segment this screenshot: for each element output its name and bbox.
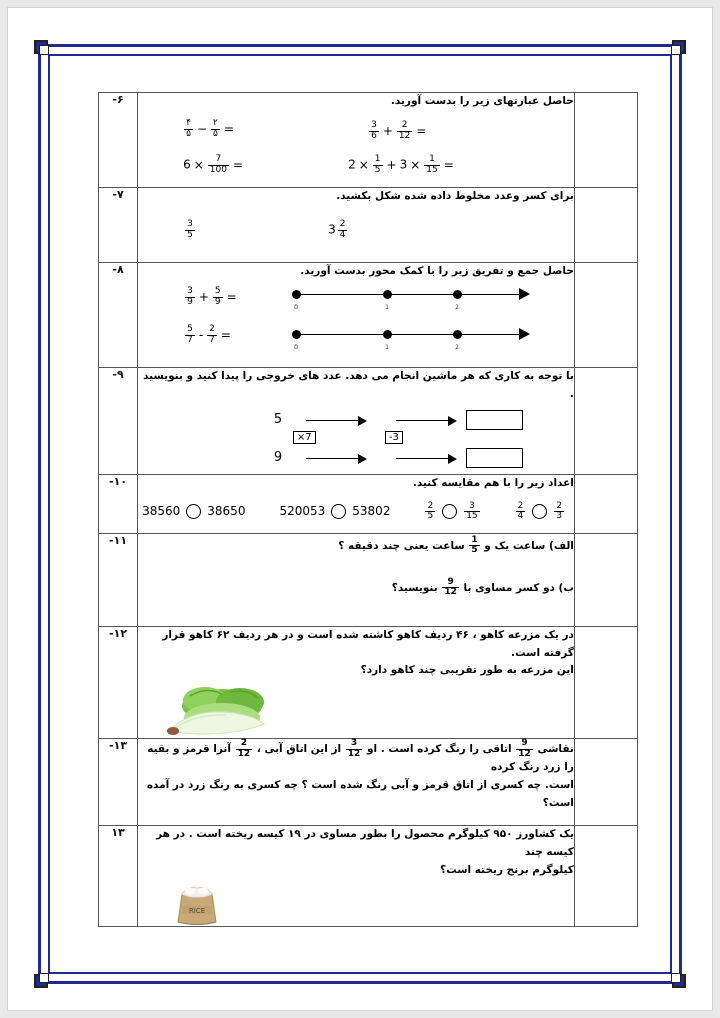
number-line-tick-label: 1	[385, 343, 389, 351]
table-row	[99, 533, 638, 626]
question-number-8: ۸-	[99, 263, 138, 368]
question-number-14: ۱۳	[99, 826, 138, 927]
question-body-14	[138, 826, 575, 927]
line1-mid: اتاقی را رنگ کرده است . او	[366, 743, 512, 756]
comparison-right-value: 38650	[207, 504, 246, 519]
number-line-tick-label: 2	[455, 303, 459, 311]
line1-post: آنرا قرمز و بقیه را زرد رنگ کرده	[147, 743, 574, 774]
machine-output-box-1[interactable]	[466, 410, 523, 430]
number-line-tick-label: 0	[294, 343, 298, 351]
question-body-13	[138, 739, 575, 826]
left-margin-cell	[574, 739, 637, 826]
table-row	[99, 368, 638, 475]
comparison-pair-1[interactable]	[142, 504, 245, 519]
line1-fraction-1: $\frac{9}{12}$	[518, 738, 531, 759]
question-prompt: برای کسر وعدد مخلوط داده شده شکل بکشید.	[336, 190, 574, 202]
machine-output-box-2[interactable]	[466, 448, 523, 468]
question-prompt: حاصل جمع و تفریق زیر را با کمک محور بدست آورید.	[300, 265, 574, 277]
question-prompt: با توجه به کاری که هر ماشین انجام می دهد. عدد های خروجی را پیدا کنید و بنویسید .	[143, 370, 574, 400]
expression-q8-2: $\frac{5}{7}$ - $\frac{2}{7}$ =	[187, 324, 231, 345]
comparison-pair-3[interactable]	[424, 502, 480, 522]
left-margin-cell	[574, 188, 637, 263]
table-row	[99, 626, 638, 739]
question-body-9	[138, 368, 575, 475]
number-line-arrow-icon	[519, 288, 530, 300]
number-line-point-0	[292, 290, 301, 299]
machine-input-2: 9	[273, 449, 283, 465]
svg-text:RICE: RICE	[188, 906, 206, 915]
question-body-8	[138, 263, 575, 368]
comparison-pair-2[interactable]	[279, 504, 390, 519]
machine-arrow-2a	[306, 454, 368, 464]
number-line-point-2	[453, 290, 462, 299]
machine-input-1: 5	[273, 411, 283, 427]
corner-ornament-bottom-right	[672, 974, 686, 988]
number-line-2[interactable]	[288, 325, 546, 355]
number-line-point-0	[292, 330, 301, 339]
expression-q6-3: 2 × $\frac{1}{5}$ + 3 × $\frac{1}{15}$ =	[348, 154, 454, 175]
comparison-right-fraction: $\frac{3}{15}$	[466, 500, 478, 521]
table-row	[99, 93, 638, 188]
question-number-9: ۹-	[99, 368, 138, 475]
left-margin-cell	[574, 533, 637, 626]
number-line-point-1	[383, 290, 392, 299]
question-prompt: حاصل عبارتهای زیر را بدست آورید.	[390, 95, 574, 107]
question-body-11	[138, 533, 575, 626]
number-line-axis	[292, 294, 524, 296]
rice-sack-image	[166, 880, 228, 928]
machine-operation-subtract: -3	[385, 431, 403, 444]
number-line-point-2	[453, 330, 462, 339]
number-line-1[interactable]	[288, 285, 546, 315]
function-machine-diagram[interactable]	[274, 408, 574, 474]
comparison-pair-4[interactable]	[515, 502, 565, 522]
left-margin-cell	[574, 368, 637, 475]
question-part-a	[138, 534, 574, 556]
corner-ornament-top-right	[672, 40, 686, 54]
part-b-text-post: بنویسید؟	[391, 581, 438, 594]
comparison-circle[interactable]	[331, 504, 346, 519]
number-line-arrow-icon	[519, 328, 530, 340]
fraction-q7: $\frac{3}{5}$	[187, 219, 193, 240]
line1-mid2: از این اتاق آبی ،	[256, 743, 342, 756]
expression-q6-2: $\frac{۴}{۵}$ − $\frac{۲}{۵}$ =	[186, 118, 234, 139]
left-margin-cell	[574, 93, 637, 188]
question-number-6: ۶-	[99, 93, 138, 188]
left-margin-cell	[574, 474, 637, 533]
question-number-7: ۷-	[99, 188, 138, 263]
part-a-text-post: ساعت یعنی چند دقیقه ؟	[338, 539, 465, 552]
part-b-text-pre: ب) دو کسر مساوی با	[463, 581, 574, 594]
question-body-12	[138, 626, 575, 739]
comparison-right-fraction: $\frac{2}{3}$	[556, 500, 563, 521]
question-number-13: ۱۳-	[99, 739, 138, 826]
question-prompt: اعداد زیر را با هم مقایسه کنید.	[412, 476, 574, 489]
line1-fraction-2: $\frac{3}{12}$	[347, 738, 361, 759]
corner-ornament-top-left	[34, 40, 48, 54]
question-body-6	[138, 93, 575, 188]
number-line-tick-label: 0	[294, 303, 298, 311]
question-line-1	[138, 739, 574, 777]
question-number-12: ۱۲-	[99, 626, 138, 739]
corner-ornament-bottom-left	[34, 974, 48, 988]
number-line-tick-label: 1	[385, 303, 389, 311]
comparison-row[interactable]	[138, 493, 574, 522]
line1-fraction-3: $\frac{2}{12}$	[237, 738, 251, 759]
question-workspace[interactable]	[138, 111, 574, 177]
machine-operation-multiply: ×7	[293, 431, 316, 444]
left-margin-cell	[574, 826, 637, 927]
number-line-point-1	[383, 330, 392, 339]
comparison-circle[interactable]	[532, 504, 547, 519]
comparison-right-value: 53802	[352, 504, 391, 519]
part-a-text-pre: الف) ساعت یک و	[484, 539, 574, 552]
machine-arrow-1a	[306, 416, 368, 426]
comparison-left-value: 38560	[142, 504, 181, 519]
table-row	[99, 739, 638, 826]
question-line-2: کیلوگرم برنج ریخته است؟	[440, 863, 574, 876]
expression-q8-1: $\frac{3}{9}$ + $\frac{5}{9}$ =	[187, 286, 237, 307]
question-line-2: است. چه کسری از اتاق قرمز و آبی رنگ شده است ؟ چه کسری به رنگ زرد در آمده است؟	[146, 778, 574, 809]
expression-q6-1: $\frac{3}{6}$ + $\frac{2}{12}$ =	[371, 120, 427, 141]
machine-arrow-2b	[396, 454, 458, 464]
part-b-fraction: $\frac{9}{12}$	[444, 576, 457, 597]
expression-q6-4: 6 × $\frac{7}{100}$ =	[183, 154, 244, 175]
number-line-tick-label: 2	[455, 343, 459, 351]
question-body-7	[138, 188, 575, 263]
comparison-circle[interactable]	[186, 504, 201, 519]
table-row	[99, 826, 638, 927]
line1-pre: نقاشی	[537, 743, 574, 756]
table-row	[99, 188, 638, 263]
question-number-10: ۱۰-	[99, 474, 138, 533]
question-number-11: ۱۱-	[99, 533, 138, 626]
questions-table	[98, 92, 638, 927]
question-body-10	[138, 474, 575, 533]
question-line-2: این مزرعه به طور تقریبی چند کاهو دارد؟	[360, 664, 574, 677]
part-a-fraction: $\frac{1}{5}$	[471, 534, 478, 556]
table-row	[99, 263, 638, 368]
machine-arrow-1b	[396, 416, 458, 426]
question-workspace[interactable]	[138, 281, 574, 359]
comparison-circle[interactable]	[442, 504, 457, 519]
left-margin-cell	[574, 263, 637, 368]
mixed-number-q7: 3 $\frac{2}{4}$	[328, 219, 346, 240]
question-part-b	[138, 556, 574, 598]
comparison-left-fraction: $\frac{2}{5}$	[427, 500, 434, 521]
question-workspace[interactable]	[138, 206, 574, 252]
left-margin-cell	[574, 626, 637, 739]
question-line-1: یک کشاورز ۹۵۰ کیلوگرم محصول را بطور مساوی در ۱۹ کیسه ریخته است . در هر کیسه چند	[156, 828, 574, 859]
worksheet-page	[8, 8, 712, 1010]
comparison-left-fraction: $\frac{2}{4}$	[517, 500, 524, 521]
number-line-axis	[292, 334, 524, 336]
comparison-left-value: 520053	[279, 504, 326, 519]
question-line-1: در یک مزرعه کاهو ، ۴۶ ردیف کاهو کاشته شده است و در هر ردیف ۶۲ کاهو قرار گرفته است.	[162, 628, 574, 659]
table-row	[99, 474, 638, 533]
lettuce-image	[160, 684, 280, 740]
